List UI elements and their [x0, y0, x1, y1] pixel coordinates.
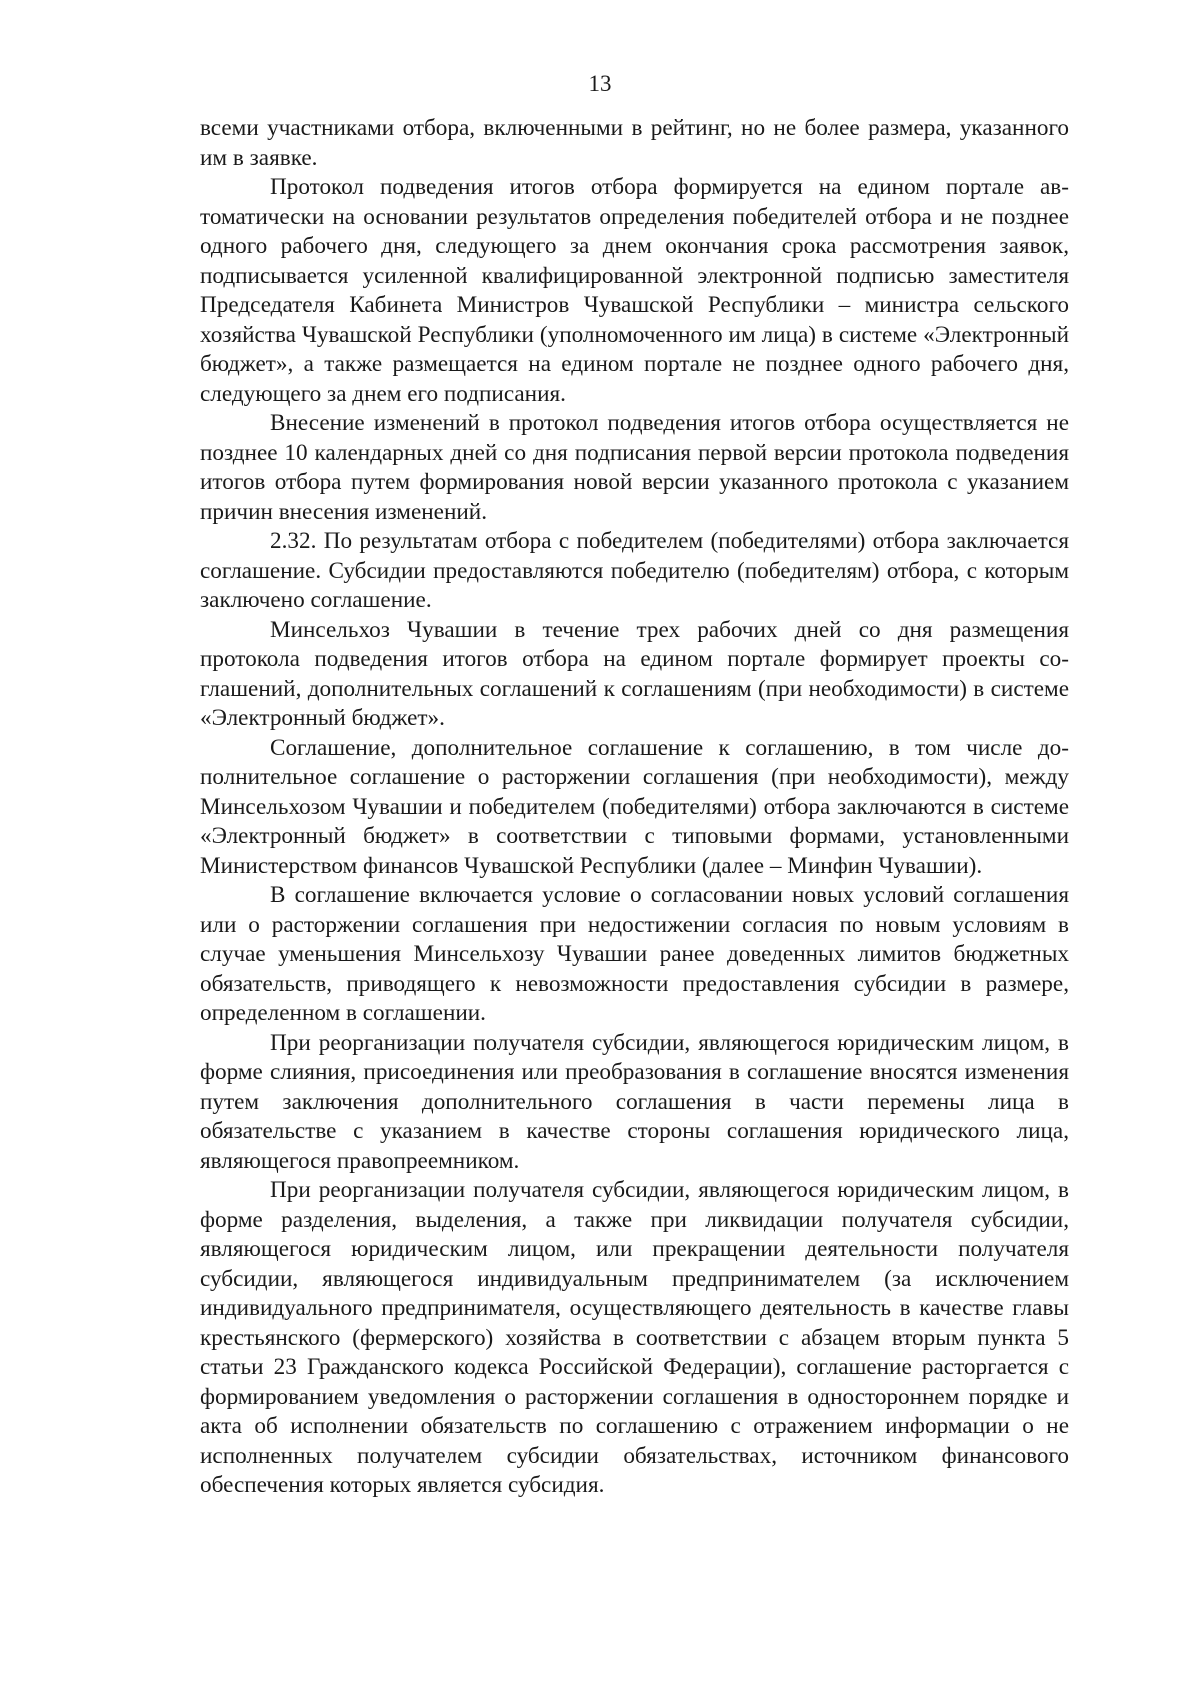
- document-body: [200, 114, 1069, 1501]
- paragraph-protocol-changes: Внесение изменений в протокол подведения итогов отбора осуществляется не позднее 10 календарных дней со дня подписания первой версии протокола подведения итогов отбора путем формирования новой версии указанного протокола с указанием причин внесения изменений.: [200, 410, 1069, 525]
- paragraph-protocol-forming: Протокол подведения итогов отбора формируется на едином портале автоматически на основании результатов определения победителей отбора и не позднее одного рабочего дня, следующего за днем окончания срока рассмотрения заявок, подписывается усиленной квалифицированной электронной подписью заместителя Председателя Кабинета Министров Чувашской Республики – министра сельского хозяйства Чувашской Республики (уполномоченного им лица) в системе «Электронный бюджет», а также размещается на едином портале не позднее одного рабочего дня, следующего за днем его подписания.: [200, 174, 1069, 407]
- paragraph-continuation: всеми участниками отбора, включенными в рейтинг, но не более размера, указанного им в заявке.: [200, 115, 1069, 171]
- paragraph-agreement-drafts: Минсельхоз Чувашии в течение трех рабочих дней со дня размещения протокола подведения итогов отбора на едином портале формирует проекты соглашений, дополнительных соглашений к соглашениям (при необходимости) в системе «Электронный бюджет».: [200, 616, 1069, 731]
- paragraph-reorganization-division: При реорганизации получателя субсидии, являющегося юридическим лицом, в форме разделения, выделения, а также при ликвидации получателя субсидии, являющегося юридическим лицом, или прекращении деятельности получателя субсидии, являющегося индивидуальным предпринимателем (за исключением индивидуального предпринимателя, осуществляющего деятельность в качестве главы крестьянского (фермерского) хозяйства в соответствии с абзацем вторым пункта 5 статьи 23 Гражданского кодекса Российской Федерации), соглашение расторгается с формированием уведомления о расторжении соглашения в одностороннем порядке и акта об исполнении обязательств по соглашению с отражением информации о не исполненных получателем субсидии обязательствах, источником финансового обеспечения которых является субсидия.: [200, 1177, 1069, 1498]
- paragraph-reorganization-merger: При реорганизации получателя субсидии, являющегося юридическим лицом, в форме слияния, присоединения или преобразования в соглашение вносятся изменения путем заключения дополнительного соглашения в части перемены лица в обязательстве с указанием в качестве стороны соглашения юридического лица, являющегося правопреемником.: [200, 1029, 1069, 1174]
- paragraph-agreement-conditions: В соглашение включается условие о согласовании новых условий соглашения или о расторжении соглашения при недостижении согласия по новым условиям в случае уменьшения Минсельхозу Чувашии ранее доведенных лимитов бюджетных обязательств, приводящего к невозможности предоставления субсидии в размере, определенном в соглашении.: [200, 882, 1069, 1026]
- page-number: 13: [588, 71, 612, 96]
- paragraph-agreement-conclusion: Соглашение, дополнительное соглашение к соглашению, в том числе дополнительное соглашение о расторжении соглашения (при необходимости), между Минсельхозом Чувашии и победителем (победителями) отбора заключаются в системе «Электронный бюджет» в соответствии с типовыми формами, установленными Министерством финансов Чувашской Республики (далее – Минфин Чувашии).: [200, 734, 1069, 879]
- paragraph-clause-2-32: 2.32. По результатам отбора с победителем (победителями) отбора заключается соглашение. Субсидии предоставляются победителю (победителям) отбора, с которым заключено соглашение.: [200, 528, 1069, 613]
